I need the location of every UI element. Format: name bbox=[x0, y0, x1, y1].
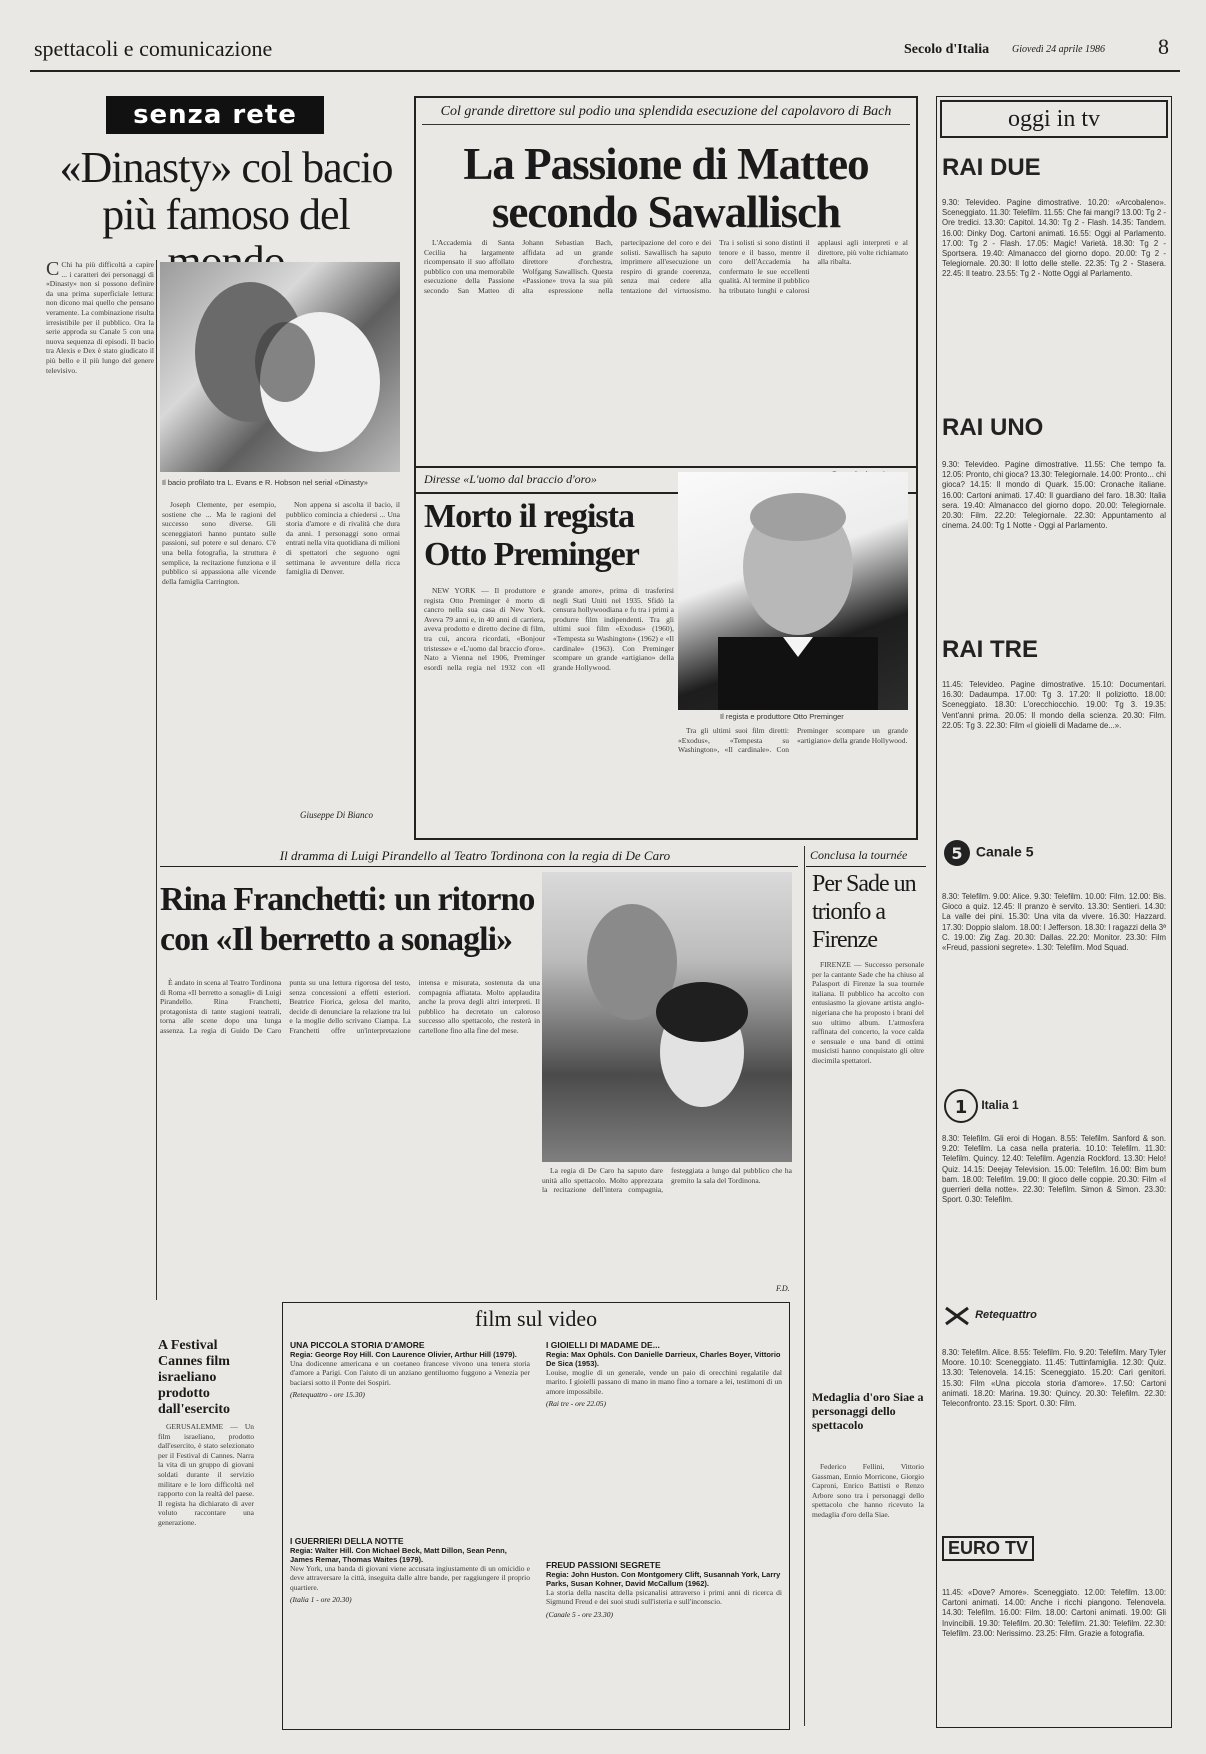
film-credits: Regia: John Huston. Con Montgomery Clift, Susannah York, Larry Parks, Susan Kohner, David McCallum (1962). bbox=[546, 1570, 781, 1588]
masthead-rule bbox=[30, 70, 1180, 72]
preminger-text: NEW YORK — Il produttore e regista Otto Preminger è morto di cancro nella sua casa di New York. Aveva 79 anni e, in 40 anni di carriera, aveva prodotto e diretto decine di film, tra cui, ancora ricordati, «Bonjour tristesse» e «L'uomo dal braccio d'oro». Nato a Vienna nel 1906, Preminger esordì nella regia nel 1932 con «Il grande amore», prima di trasferirsi negli Stati Uniti nel 1935. Sfidò la censura hollywoodiana e fu tra i primi a produrre film indipendenti. Tra gli ultimi suoi film «Exodus» (1960), «Tempesta su Washington» (1962) e «Il cardinale» (1963). Con Preminger scompare un grande «artigiano» della grande Hollywood. bbox=[424, 586, 674, 672]
retequattro-logo bbox=[942, 1300, 1037, 1330]
tv-title: oggi in tv bbox=[940, 100, 1168, 138]
film-title: I GIOIELLI DI MADAME DE... bbox=[546, 1340, 660, 1350]
dinasty-caption: Il bacio profilato tra L. Evans e R. Hobson nel serial «Dinasty» bbox=[162, 478, 368, 487]
raitre-schedule: 11.45: Televideo. Pagine dimostrative. 15.10: Documentari. 16.30: Dadaumpa. 17.00: Tg 3. 17.20: Il poliziotto. 18.00: Sceneggiato. 18.30: L'orecchiocchio. 19.00: Tg 3. 19.35: Vent'anni prima. 20.05: Il mondo della scienza. 20.30: Film. 22.05: Tg 3. 22.30: Film «I gioielli di Madame de...». bbox=[942, 680, 1166, 730]
preminger-kicker: Diresse «L'uomo dal braccio d'oro» bbox=[424, 472, 597, 486]
preminger-body-a bbox=[424, 586, 674, 832]
preminger-caption: Il regista e produttore Otto Preminger bbox=[720, 712, 844, 721]
raitre-logo: RAI TRE bbox=[942, 636, 1038, 663]
filmvideo-title: film sul video bbox=[474, 1306, 598, 1331]
section-title: spettacoli e comunicazione bbox=[34, 36, 273, 61]
cannes-body bbox=[158, 1422, 254, 1722]
preminger-headline: Morto il regista Otto Preminger bbox=[424, 498, 639, 573]
canale5-icon bbox=[942, 838, 972, 868]
film-item bbox=[290, 1536, 530, 1604]
film-title: FREUD PASSIONI SEGRETE bbox=[546, 1560, 661, 1570]
retequattro-label: Retequattro bbox=[975, 1308, 1037, 1321]
bach-text: L'Accademia di Santa Cecilia ha largamente ricompensato il suo affollato pubblico con una memorabile esecuzione della Passione secondo San Matteo di Johann Sebastian Bach, affidata ad un grande direttore d'orchestra, Wolfgang Sawallisch. Questa «Passione» trova la sua più alta espressione nella partecipazione del coro e dei solisti. Sawallisch ha saputo imprimere all'esecuzione un respiro di grande coerenza, senza mai cedere alla tentazione del virtuosismo. Tra i solisti si sono distinti il tenore e il basso, mentre il coro dell'Accademia ha confermato le sue eccellenti qualità. Al termine il pubblico ha tributato lunghi e calorosi applausi agli interpreti e al direttore, più volte richiamato alla ribalta. bbox=[424, 238, 908, 295]
actors-illustration bbox=[542, 872, 792, 1162]
film-channel: (Retequattro - ore 15.30) bbox=[290, 1390, 365, 1400]
franchetti-kicker: Il dramma di Luigi Pirandello al Teatro Tordinona con la regia di De Caro bbox=[279, 848, 671, 863]
bach-headline: La Passione di Matteo secondo Sawallisch bbox=[463, 139, 869, 237]
franchetti-author: F.D. bbox=[776, 1284, 790, 1293]
dinasty-text-1: Chi ha più difficoltà a capire ... i caratteri dei personaggi di «Dinasty» non si possono definire da una prima superficiale lettura: non dicono mai quello che pensano veramente. La combinazione risulta irresistibile per il pubblico. Ora la serie approda su Canale 5 con una nuova sequenza di episodi. Il bacio tra Alexis e Dex è stato giudicato il più bello e il più lungo del genere televisivo. bbox=[46, 260, 154, 375]
bach-kicker: Col grande direttore sul podio una splendida esecuzione del capolavoro di Bach bbox=[422, 104, 910, 125]
dinasty-photo bbox=[160, 262, 400, 472]
cannes-text: GERUSALEMME — Un film israeliano, prodotto dall'esercito, è stato selezionato per il Festival di Cannes. Narra la vita di un gruppo di giovani soldati durante il servizio militare e le loro difficoltà nel rapporto con la realtà del paese. Il regista ha dichiarato di aver voluto raccontare una generazione. bbox=[158, 1422, 254, 1527]
retequattro-schedule: 8.30: Telefilm. Alice. 8.55: Telefilm. Flo. 9.20: Telefilm. Mary Tyler Moore. 10.10: Sceneggiato. 11.45: Tuttinfamiglia. 12.30: Quiz. 13.30: Telenovela. 14.15: Sceneggiato. 15.20: Cari genitori. 15.30: Film «Una piccola storia d'amore». 17.50: Cartoni animati. 18.20: Marina. 19.30: Quincy. 20.30: Telefilm. 22.30: Teleconfronto. 23.15: Sport. 0.30: Film. bbox=[942, 1348, 1166, 1409]
column-rule bbox=[804, 846, 805, 1726]
italia1-label: Italia 1 bbox=[981, 1098, 1019, 1113]
preminger-body-b: Tra gli ultimi suoi film diretti: «Exodus», «Tempesta su Washington», «Il cardinale». Con Preminger scompare un grande «artigiano» della grande Hollywood. bbox=[678, 726, 908, 755]
dinasty-col-2 bbox=[162, 500, 276, 800]
film-credits: Regia: Walter Hill. Con Michael Beck, Matt Dillon, Sean Penn, James Remar, Thomas Waites (1979). bbox=[290, 1546, 507, 1564]
rubric-badge: senza rete bbox=[106, 96, 324, 134]
canale5-schedule: 8.30: Telefilm. 9.00: Alice. 9.30: Telefilm. 10.00: Film. 12.00: Bis. Gioco a quiz. 12.45: Il pranzo è servito. 13.30: Sentieri. 14.30: La valle dei pini. 15.30: Una vita da vivere. 16.30: Hazzard. 17.30: Doppio slalom. 18.00: I Jefferson. 18.30: I ragazzi della 3ª C. 19.00: Zig Zag. 20.30: Dallas. 22.20: Monitor. 23.30: Film «Freud, passioni segrete». 1.30: Telefilm. Mod Squad. bbox=[942, 892, 1166, 953]
film-item bbox=[546, 1340, 782, 1408]
film-channel: (Rai tre - ore 22.05) bbox=[546, 1399, 607, 1409]
cannes-headline: A Festival Cannes film israeliano prodotto dall'esercito bbox=[158, 1338, 231, 1417]
film-channel: (Canale 5 - ore 23.30) bbox=[546, 1609, 614, 1619]
medaglia-body bbox=[812, 1462, 924, 1724]
film-title: I GUERRIERI DELLA NOTTE bbox=[290, 1536, 404, 1546]
dinasty-text-2: Joseph Clemente, per esempio, sostiene che ... Ma le ragioni del successo sono diverse. Gli sceneggiatori hanno puntato sulle passioni, sul potere e sul denaro. C'è una bella fotografia, la struttura è semplice, la recitazione funziona e il pubblico si appassiona alle vicende della famiglia Carrington. bbox=[162, 500, 276, 586]
eurotv-schedule: 11.45: «Dove? Amore». Sceneggiato. 12.00: Telefilm. 13.00: Cartoni animati. 14.00: Anche i ricchi piangono. Telenovela. 14.30: Telefilm. 16.00: Film. 18.00: Cartoni animati. 19.00: Gli Invincibili. 19.30: Telefilm. 20.30: Telefilm. 21.30: Telefilm. 22.30: Telefilm. 23.00: Nerissimo. 23.25: Film. Grazie a fotografia. bbox=[942, 1588, 1166, 1638]
issue-date: Giovedì 24 aprile 1986 bbox=[1012, 44, 1106, 55]
film-plot: Una dodicenne americana e un coetaneo francese vivono una tenera storia d'amore a Parigi. Con l'aiuto di un anziano gentiluomo fuggono a Venezia per baciarsi sotto il Ponte dei Sospiri. bbox=[290, 1359, 530, 1387]
section-rule bbox=[160, 866, 798, 867]
retequattro-icon bbox=[942, 1300, 972, 1330]
film-title: UNA PICCOLA STORIA D'AMORE bbox=[290, 1340, 425, 1350]
sade-headline: Per Sade un trionfo a Firenze bbox=[812, 871, 916, 953]
sade-kicker: Conclusa la tournée bbox=[810, 848, 908, 862]
film-credits: Regia: Max Ophüls. Con Danielle Darrieux, Charles Boyer, Vittorio De Sica (1953). bbox=[546, 1350, 781, 1368]
film-channel: (Italia 1 - ore 20.30) bbox=[290, 1595, 352, 1605]
svg-text:1: 1 bbox=[954, 1097, 968, 1118]
italia1-icon bbox=[944, 1086, 978, 1126]
raiuno-logo: RAI UNO bbox=[942, 414, 1044, 441]
franchetti-photo bbox=[542, 872, 792, 1162]
franchetti-body-b: La regia di De Caro ha saputo dare unità allo spettacolo. Molto apprezzata la recitazione dell'intera compagnia, festeggiata a lungo dal pubblico che ha gremito la sala del Tordinona. bbox=[542, 1166, 792, 1195]
canale5-logo bbox=[942, 838, 1033, 868]
canale5-label: Canale 5 bbox=[975, 843, 1034, 860]
section-rule bbox=[806, 866, 926, 867]
eurotv-logo: EURO TV bbox=[942, 1536, 1034, 1561]
svg-text:5: 5 bbox=[951, 844, 963, 863]
film-item bbox=[546, 1560, 782, 1619]
bach-body bbox=[424, 238, 908, 462]
raidue-logo: RAI DUE bbox=[942, 154, 1041, 181]
film-credits: Regia: George Roy Hill. Con Laurence Olivier, Arthur Hill (1979). bbox=[290, 1350, 517, 1359]
column-rule bbox=[156, 260, 157, 1300]
page-number: 8 bbox=[1158, 34, 1169, 59]
sade-body bbox=[812, 960, 924, 1380]
sade-text: FIRENZE — Successo personale per la cantante Sade che ha chiuso al Palasport di Firenze la sua tournée italiana. Il pubblico ha accolto con entusiasmo la giovane artista anglo-nigeriana che ha proposto i brani del suo ultimo album. L'atmosfera raffinata del concerto, la voce calda e sensuale e una band di ottimi musicisti hanno conquistato gli oltre diecimila spettatori. bbox=[812, 960, 924, 1065]
dinasty-col-3 bbox=[286, 500, 400, 800]
raiuno-schedule: 9.30: Televideo. Pagine dimostrative. 11.55: Che tempo fa. 12.05: Pronto, chi gioca? 13.30: Telegiornale. 14.00: Pronto... chi gioca? 14.15: Il mondo di Quark. 15.00: Cronache italiane. 16.00: Cartoni animati. 17.40: Il guardiano del faro. 18.30: Italia sera. 19.40: Almanacco del giorno dopo. 20.00: Telegiornale. 20.30: Film. 22.20: Telegiornale. 22.30: Appuntamento al cinema. 24.00: Tg 1 Notte - Oggi al Parlamento. bbox=[942, 460, 1166, 531]
film-plot: Louise, moglie di un generale, vende un paio di orecchini regalatile dal marito. I gioielli passano di mano in mano fino a tornare a lei, testimoni di un amore impossibile. bbox=[546, 1368, 782, 1396]
dinasty-col-1: C Chi ha più difficoltà a capire ... i caratteri dei personaggi di «Dinasty» non si possono definire da una prima superficiale lettura: non dicono mai quello che pensano veramente. La combinazione risulta irresistibile per il pubblico. Ora la serie approda su Canale 5 con una nuova sequenza di episodi. Il bacio tra Alexis e Dex è stato giudicato il più bello e il più lungo del genere televisivo. bbox=[46, 260, 154, 375]
portrait-illustration bbox=[678, 472, 908, 710]
preminger-photo bbox=[678, 472, 908, 710]
film-plot: New York, una banda di giovani viene accusata ingiustamente di un omicidio e deve attraversare la città, inseguita dalle altre bande, per raggiungere il proprio quartiere. bbox=[290, 1564, 530, 1592]
franchetti-text: È andato in scena al Teatro Tordinona di Roma «Il berretto a sonagli» di Luigi Pirandello. Rina Franchetti, protagonista di tante stagioni teatrali, torna alle scene dopo una lunga assenza. La regia di Guido De Caro punta su una lettura rigorosa del testo, senza concessioni a effetti esteriori. Beatrice Fiorica, gelosa del marito, decide di denunciare la relazione tra lui e la moglie dello scrivano Ciampa. La Franchetti offre un'interpretazione intensa e misurata, sostenuta da una compagnia affiatata. Molto applaudita anche la prova degli altri interpreti. Il pubblico ha decretato un caloroso successo allo spettacolo, che resterà in cartellone fino alla fine del mese. bbox=[160, 978, 540, 1035]
italia1-schedule: 8.30: Telefilm. Gli eroi di Hogan. 8.55: Telefilm. Sanford & son. 9.20: Telefilm. La casa nella prateria. 10.10: Telefilm. 11.30: Telefilm. Quincy. 12.40: Telefilm. Agenzia Rockford. 13.30: Helo! Quiz. 14.15: Deejay Television. 15.00: Telefilm. 16.00: Bim bum bam. 18.00: Telefilm. 19.00: Il gioco delle coppie. 20.30: Film «I guerrieri della notte». 22.30: Telefilm. Simon & Simon. 23.30: Sport. 0.30: Telefilm. bbox=[942, 1134, 1166, 1205]
dinasty-text-3: Non appena si ascolta il bacio, il pubblico comincia a chiedersi ... Una storia d'amore e di rivalità che dura da anni. I personaggi sono ormai entrati nella vita quotidiana di milioni di spettatori che seguono ogni settimana le avventure della ricca famiglia di Denver. bbox=[286, 500, 400, 577]
dinasty-headline: «Dinasty» col bacio più famoso del bbox=[59, 143, 393, 239]
paper-name: Secolo d'Italia bbox=[904, 42, 990, 57]
medaglia-headline: Medaglia d'oro Siae a personaggi dello spettacolo bbox=[812, 1390, 924, 1432]
kiss-illustration bbox=[160, 262, 400, 472]
film-plot: La storia della nascita della psicanalisi attraverso i primi anni di ricerca di Sigmund Freud e dei suoi studi sull'isteria e sull'inconscio. bbox=[546, 1588, 782, 1607]
film-item bbox=[290, 1340, 530, 1399]
franchetti-body bbox=[160, 978, 540, 1284]
medaglia-text: Federico Fellini, Vittorio Gassman, Ennio Morricone, Giorgio Caproni, Enrico Battisti e Renzo Arbore sono tra i personaggi dello spettacolo che hanno ricevuto la medaglia d'oro della Siae. bbox=[812, 1462, 924, 1519]
raidue-schedule: 9.30: Televideo. Pagine dimostrative. 10.20: «Arcobaleno». Sceneggiato. 11.30: Telefilm. 11.55: Che fai mangi? 13.00: Tg 2 - Ore tredici. 13.30: Capitol. 14.30: Tg 2 - Flash. 14.35: Tandem. 16.00: Dinky Dog. Cartoni animati. 16.55: Oggi al Parlamento. 17.00: Tg 2 - Flash. 17.05: Magic! Varietà. 18.30: Tg 2 - Sportsera. 19.40: Almanacco del giorno dopo. 20.00: Tg 2 - Telegiornale. 20.30: Il lotto delle stelle. 22.35: Tg 2 - Stasera. 22.45: Il teatro. 23.55: Tg 2 - Notte Oggi al Parlamento. bbox=[942, 198, 1166, 279]
franchetti-headline: Rina Franchetti: un ritorno con «Il berretto a sonagli» bbox=[160, 881, 535, 958]
italia1-logo bbox=[944, 1086, 1019, 1126]
dinasty-author: Giuseppe Di Bianco bbox=[300, 810, 373, 820]
